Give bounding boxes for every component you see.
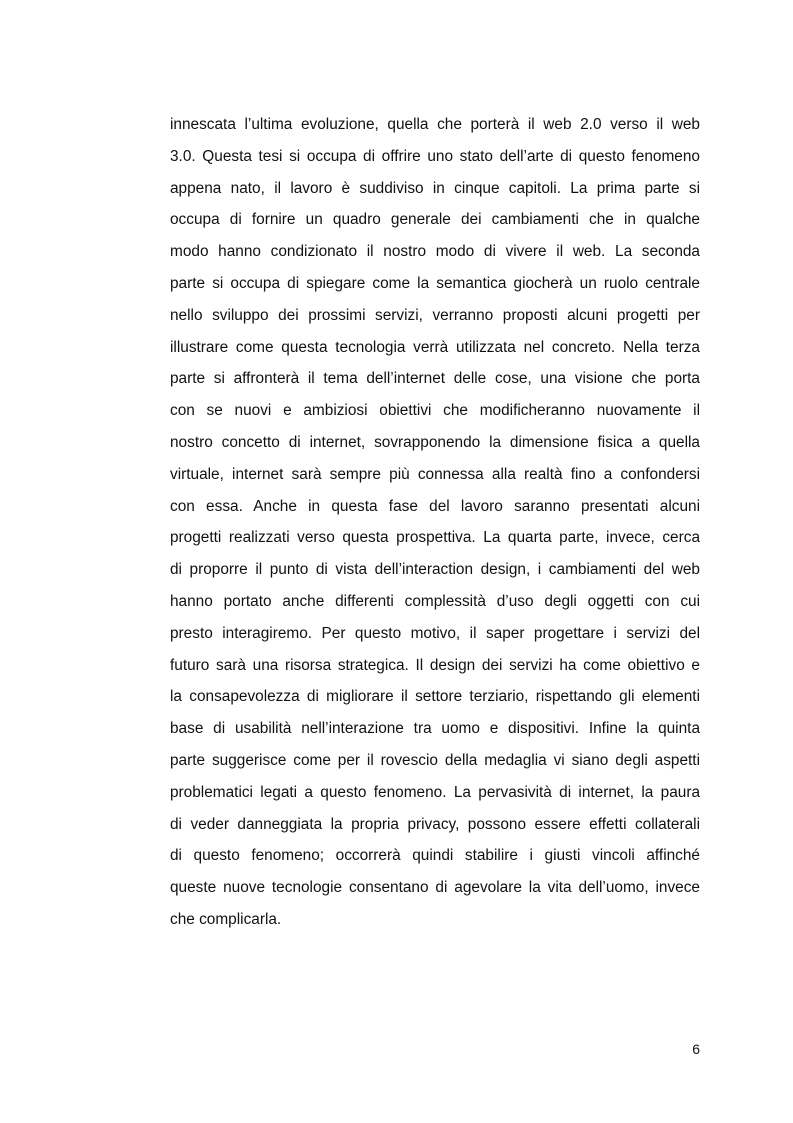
paragraph-line: queste nuove tecnologie consentano di agevolare la vita dell’uomo, invece xyxy=(170,879,700,897)
body-paragraph xyxy=(170,109,700,936)
paragraph-line: parte si affronterà il tema dell’internet delle cose, una visione che porta xyxy=(170,370,700,388)
paragraph-line: la consapevolezza di migliorare il settore terziario, rispettando gli elementi xyxy=(170,688,700,706)
paragraph-line: di veder danneggiata la propria privacy, possono essere effetti collaterali xyxy=(170,815,700,833)
paragraph-line: presto interagiremo. Per questo motivo, il saper progettare i servizi del xyxy=(170,624,700,642)
page-number: 6 xyxy=(692,1041,700,1057)
paragraph-line: modo hanno condizionato il nostro modo di vivere il web. La seconda xyxy=(170,243,700,261)
paragraph-line: con se nuovi e ambiziosi obiettivi che modificheranno nuovamente il xyxy=(170,402,700,420)
paragraph-line: base di usabilità nell’interazione tra uomo e dispositivi. Infine la quinta xyxy=(170,720,700,738)
paragraph-line: progetti realizzati verso questa prospettiva. La quarta parte, invece, cerca xyxy=(170,529,700,547)
paragraph-line: nostro concetto di internet, sovrapponendo la dimensione fisica a quella xyxy=(170,433,700,451)
paragraph-line: 3.0. Questa tesi si occupa di offrire uno stato dell’arte di questo fenomeno xyxy=(170,147,700,165)
paragraph-line: occupa di fornire un quadro generale dei cambiamenti che in qualche xyxy=(170,211,700,229)
paragraph-line-last: che complicarla. xyxy=(170,910,282,928)
paragraph-line: hanno portato anche differenti complessità d’uso degli oggetti con cui xyxy=(170,592,700,610)
paragraph-line: di questo fenomeno; occorrerà quindi stabilire i giusti vincoli affinché xyxy=(170,847,700,865)
paragraph-line: virtuale, internet sarà sempre più connessa alla realtà fino a confondersi xyxy=(170,465,700,483)
paragraph-line: innescata l’ultima evoluzione, quella che porterà il web 2.0 verso il web xyxy=(170,116,700,133)
paragraph-line: di proporre il punto di vista dell’interaction design, i cambiamenti del web xyxy=(170,561,700,579)
paragraph-line: appena nato, il lavoro è suddiviso in cinque capitoli. La prima parte si xyxy=(170,179,700,197)
paragraph-line: nello sviluppo dei prossimi servizi, verranno proposti alcuni progetti per xyxy=(170,306,700,324)
paragraph-line: con essa. Anche in questa fase del lavoro saranno presentati alcuni xyxy=(170,497,700,515)
paragraph-line: problematici legati a questo fenomeno. La pervasività di internet, la paura xyxy=(170,783,700,801)
paragraph-line: parte si occupa di spiegare come la semantica giocherà un ruolo centrale xyxy=(170,274,700,292)
paragraph-line: parte suggerisce come per il rovescio della medaglia vi siano degli aspetti xyxy=(170,751,700,769)
paragraph-line: futuro sarà una risorsa strategica. Il design dei servizi ha come obiettivo e xyxy=(170,656,700,674)
paragraph-line: illustrare come questa tecnologia verrà utilizzata nel concreto. Nella terza xyxy=(170,338,700,356)
